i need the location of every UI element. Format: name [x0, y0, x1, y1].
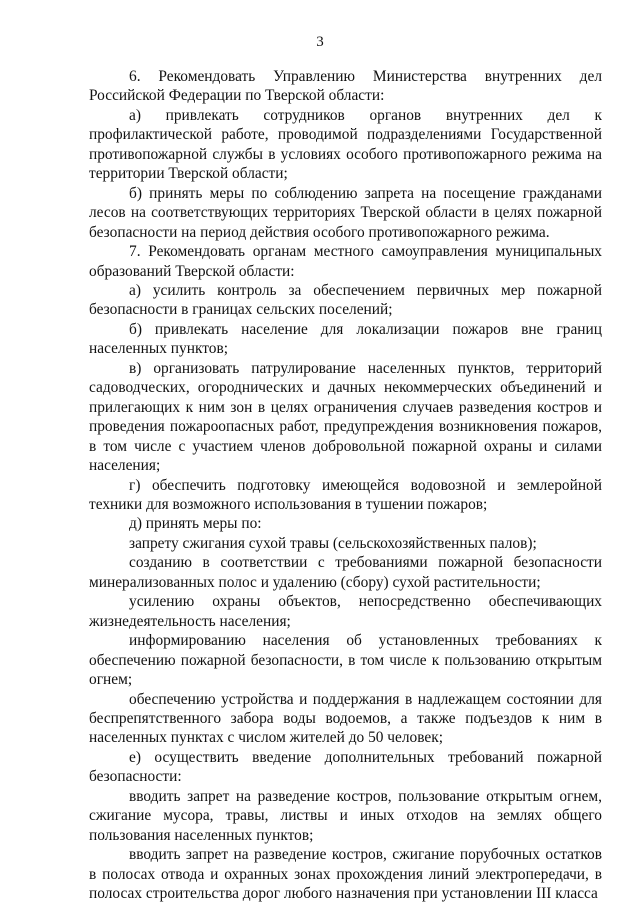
paragraph-7v: в) организовать патрулирование населенных пунктов, территорий садоводческих, огороднических и дачных некоммерческих объединений и прилегающих к ним зон в целях ограничения случаев разведения костров и проведения пожароопасных работ, предупреждения возникновения пожаров, в том числе с участием членов добровольной пожарной охраны и силами населения;: [89, 359, 602, 475]
paragraph-6b: б) принять меры по соблюдению запрета на посещение гражданами лесов на соответствующих территориях Тверской области в целях пожарной безопасности на период действия особого противопожарного режима.: [89, 184, 602, 241]
paragraph-7d-item-1: запрету сжигания сухой травы (сельскохозяйственных палов);: [129, 534, 537, 552]
document-body: [89, 67, 602, 903]
paragraph-7e-item-1: вводить запрет на разведение костров, пользование открытым огнем, сжигание мусора, травы, листвы и иных отходов на землях общего пользования населенных пунктов;: [89, 787, 602, 844]
paragraph-6a: а) привлекать сотрудников органов внутренних дел к профилактической работе, проводимой подразделениями Государственной противопожарной службы в условиях особого противопожарного режима на территории Тверской области;: [89, 106, 602, 183]
paragraph-7: 7. Рекомендовать органам местного самоуправления муниципальных образований Тверской области:: [89, 243, 602, 280]
paragraph-6: 6. Рекомендовать Управлению Министерства внутренних дел Российской Федерации по Тверской области:: [89, 68, 602, 105]
paragraph-7e: е) осуществить введение дополнительных требований пожарной безопасности:: [89, 748, 602, 786]
paragraph-7d-item-4: информированию населения об установленных требованиях к обеспечению пожарной безопасности, в том числе к пользованию открытым огнем;: [89, 632, 602, 689]
paragraph-7g: г) обеспечить подготовку имеющейся водовозной и землеройной техники для возможного использования в тушении пожаров;: [89, 476, 602, 513]
paragraph-7a: а) усилить контроль за обеспечением первичных мер пожарной безопасности в границах сельских поселений;: [89, 281, 602, 319]
paragraph-7d: д) принять меры по:: [129, 515, 262, 533]
paragraph-7d-item-3: усилению охраны объектов, непосредственно обеспечивающих жизнедеятельность населения;: [89, 593, 602, 630]
paragraph-7d-item-2: созданию в соответствии с требованиями пожарной безопасности минерализованных полос и удалению (сбору) сухой растительности;: [89, 554, 602, 591]
paragraph-7d-item-5: обеспечению устройства и поддержания в надлежащем состоянии для беспрепятственного забора воды водоемов, а также подъездов к ним в населенных пунктах с числом жителей до 50 человек;: [89, 690, 602, 747]
paragraph-7e-item-2: вводить запрет на разведение костров, сжигание порубочных остатков в полосах отвода и охранных зонах прохождения линий электропередачи, в полосах строительства дорог любого назначения при установлении III класса: [89, 846, 602, 903]
page-number: 3: [316, 34, 324, 50]
paragraph-7b: б) привлекать население для локализации пожаров вне границ населенных пунктов;: [89, 320, 602, 358]
